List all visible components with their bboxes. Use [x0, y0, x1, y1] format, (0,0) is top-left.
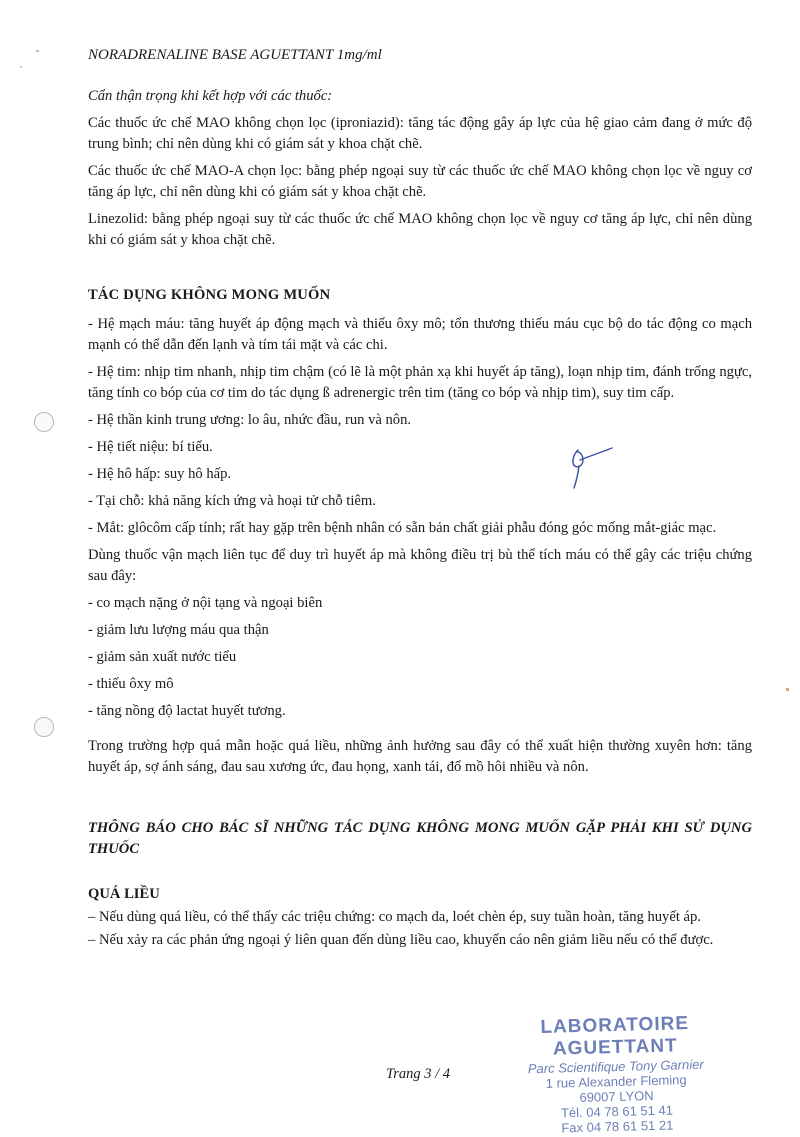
scan-speck — [786, 688, 789, 691]
interaction-paragraph: Các thuốc ức chế MAO-A chọn lọc: bằng phép ngoại suy từ các thuốc ức chế MAO không chọn lọc về nguy cơ tăng áp lực, chỉ nên dùng khi có giám sát y khoa chặt chẽ. — [88, 163, 752, 200]
scan-speck — [36, 50, 39, 52]
overdose-item: – Nếu dùng quá liều, có thể thấy các triệu chứng: co mạch da, loét chèn ép, suy tuần hoàn, tăng huyết áp. — [88, 909, 701, 925]
continuous-use-item: - giảm sản xuất nước tiểu — [88, 649, 237, 665]
side-effect-item: - Hệ mạch máu: tăng huyết áp động mạch và thiếu ôxy mô; tổn thương thiếu máu cục bộ do tác động co mạch mạnh có thể dẫn đến lạnh và tím tái mặt và các chi. — [88, 316, 752, 353]
punch-hole-icon — [34, 412, 54, 432]
document-body — [88, 86, 752, 953]
interaction-paragraph: Các thuốc ức chế MAO không chọn lọc (iproniazid): tăng tác động gây áp lực của hệ giao cảm đang ở mức độ trung bình; chỉ nên dùng khi có giám sát y khoa chặt chẽ. — [88, 115, 752, 152]
signature-mark-icon — [560, 440, 620, 490]
document-header: NORADRENALINE BASE AGUETTANT 1mg/ml — [88, 47, 382, 63]
hypersensitivity-note: Trong trường hợp quá mẫn hoặc quá liều, những ảnh hưởng sau đây có thể xuất hiện thường xuyên hơn: tăng huyết áp, sợ ánh sáng, đau sau xương ức, đau họng, xanh tái, đổ mồ hôi nhiều và nôn. — [88, 738, 752, 775]
side-effect-item: - Hệ tim: nhịp tim nhanh, nhịp tim chậm (có lẽ là một phản xạ khi huyết áp tăng), loạn nhịp tim, đánh trống ngực, tăng tính co bóp của cơ tim do tác dụng ß adrenergic trên tim (tăng co bóp và nhịp tim), suy tim cấp. — [88, 364, 752, 401]
punch-hole-icon — [34, 717, 54, 737]
stamp-line: 69007 LYON — [579, 1088, 654, 1105]
continuous-use-item: - thiếu ôxy mô — [88, 676, 174, 692]
side-effect-item: - Tại chỗ: khả năng kích ứng và hoại tử chỗ tiêm. — [88, 493, 376, 509]
overdose-item: – Nếu xảy ra các phản ứng ngoại ý liên quan đến dùng liều cao, khuyến cáo nên giảm liều nếu có thể được. — [88, 932, 714, 948]
side-effect-item: - Hệ hô hấp: suy hô hấp. — [88, 466, 232, 482]
side-effect-item: - Mắt: glôcôm cấp tính; rất hay gặp trên bệnh nhân có sẵn bản chất giải phẫu đóng góc mống mắt-giác mạc. — [88, 520, 717, 536]
scan-speck — [20, 66, 22, 68]
continuous-use-item: - giảm lưu lượng máu qua thận — [88, 622, 269, 638]
notice-heading: THÔNG BÁO CHO BÁC SĨ NHỮNG TÁC DỤNG KHÔNG MONG MUỐN GẶP PHẢI KHI SỬ DỤNG THUỐC — [88, 820, 752, 857]
interaction-paragraph: Linezolid: bằng phép ngoại suy từ các thuốc ức chế MAO không chọn lọc về nguy cơ tăng áp lực, chỉ nên dùng khi có giám sát y khoa chặt chẽ. — [88, 211, 752, 248]
interactions-subhead: Cẩn thận trọng khi kết hợp với các thuốc: — [88, 88, 333, 104]
side-effect-item: - Hệ thần kinh trung ương: lo âu, nhức đầu, run và nôn. — [88, 412, 412, 428]
stamp-line: 1 rue Alexander Fleming — [545, 1072, 687, 1091]
page-number: Trang 3 / 4 — [386, 1066, 451, 1082]
stamp-tel: Tél. 04 78 61 51 41 — [560, 1102, 674, 1121]
continuous-use-item: - co mạch nặng ở nội tạng và ngoại biên — [88, 595, 323, 611]
side-effect-item: - Hệ tiết niệu: bí tiểu. — [88, 439, 213, 455]
overdose-heading: QUÁ LIỀU — [88, 886, 160, 902]
stamp-fax: Fax 04 78 61 51 21 — [561, 1117, 674, 1136]
stamp-line: Parc Scientifique Tony Garnier — [527, 1056, 704, 1077]
stamp-name: LABORATOIRE AGUETTANT — [540, 1013, 690, 1060]
continuous-use-intro: Dùng thuốc vận mạch liên tục để duy trì huyết áp mà không điều trị bù thể tích máu có thể gây các triệu chứng sau đây: — [88, 547, 752, 584]
continuous-use-item: - tăng nồng độ lactat huyết tương. — [88, 703, 286, 719]
side-effects-heading: TÁC DỤNG KHÔNG MONG MUỐN — [88, 287, 331, 303]
company-stamp — [484, 1012, 747, 1137]
